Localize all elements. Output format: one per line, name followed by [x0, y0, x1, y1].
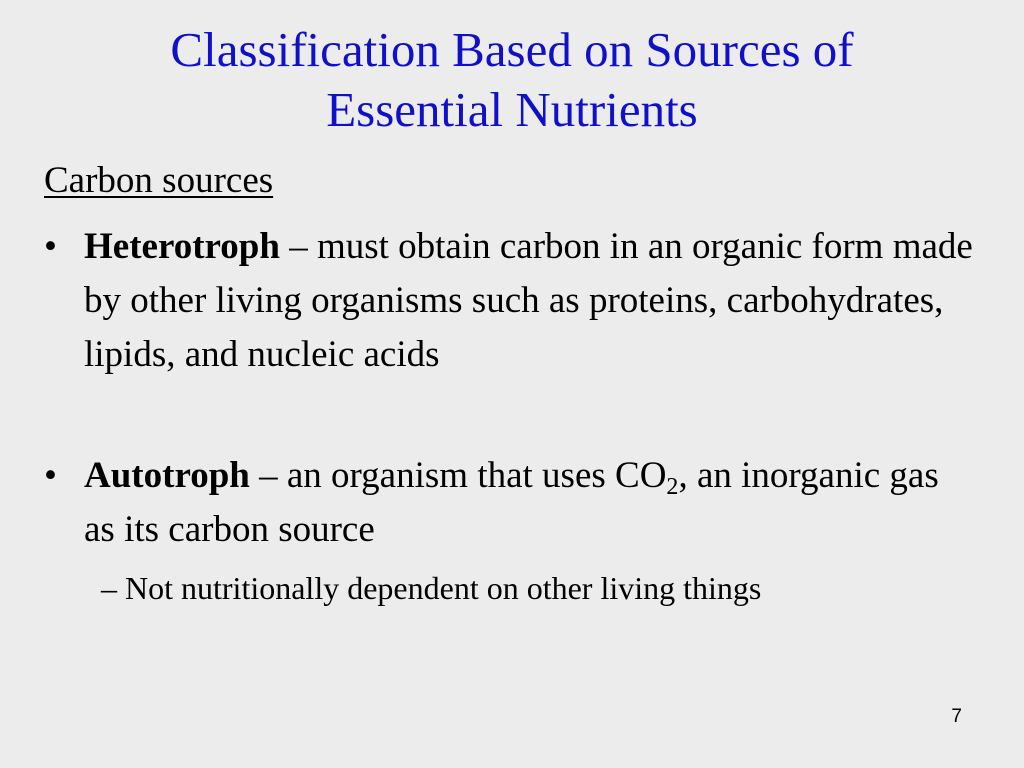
bullet-autotroph	[44, 449, 974, 557]
slide-title-line-2: Essential Nutrients	[326, 82, 698, 137]
bullet-marker: •	[44, 455, 57, 496]
bullet-term: Heterotroph	[84, 226, 280, 267]
slide-title	[60, 20, 964, 140]
page-number: 7	[951, 706, 962, 727]
bullet-text	[84, 220, 974, 382]
bullet-definition: – must obtain carbon in an organic form made by other living organisms such as proteins, carbohydrates, lipids, and nucleic acids	[84, 226, 973, 375]
bullet-term: Autotroph	[84, 455, 250, 496]
co2-subscript: 2	[666, 474, 679, 501]
sub-bullet-text: Not nutritionally dependent on other living things	[125, 570, 762, 606]
sub-bullet-marker: –	[101, 570, 117, 606]
slide-title-line-1: Classification Based on Sources of	[170, 22, 854, 77]
bullet-marker: •	[44, 226, 57, 267]
section-heading: Carbon sources	[44, 160, 274, 201]
bullet-definition-end: , an inorganic gas as its carbon source	[84, 455, 939, 550]
bullet-text	[84, 449, 974, 557]
sub-bullet	[101, 566, 761, 610]
bullet-definition-start: – an organism that uses CO	[249, 455, 667, 496]
bullet-heterotroph	[44, 220, 974, 382]
